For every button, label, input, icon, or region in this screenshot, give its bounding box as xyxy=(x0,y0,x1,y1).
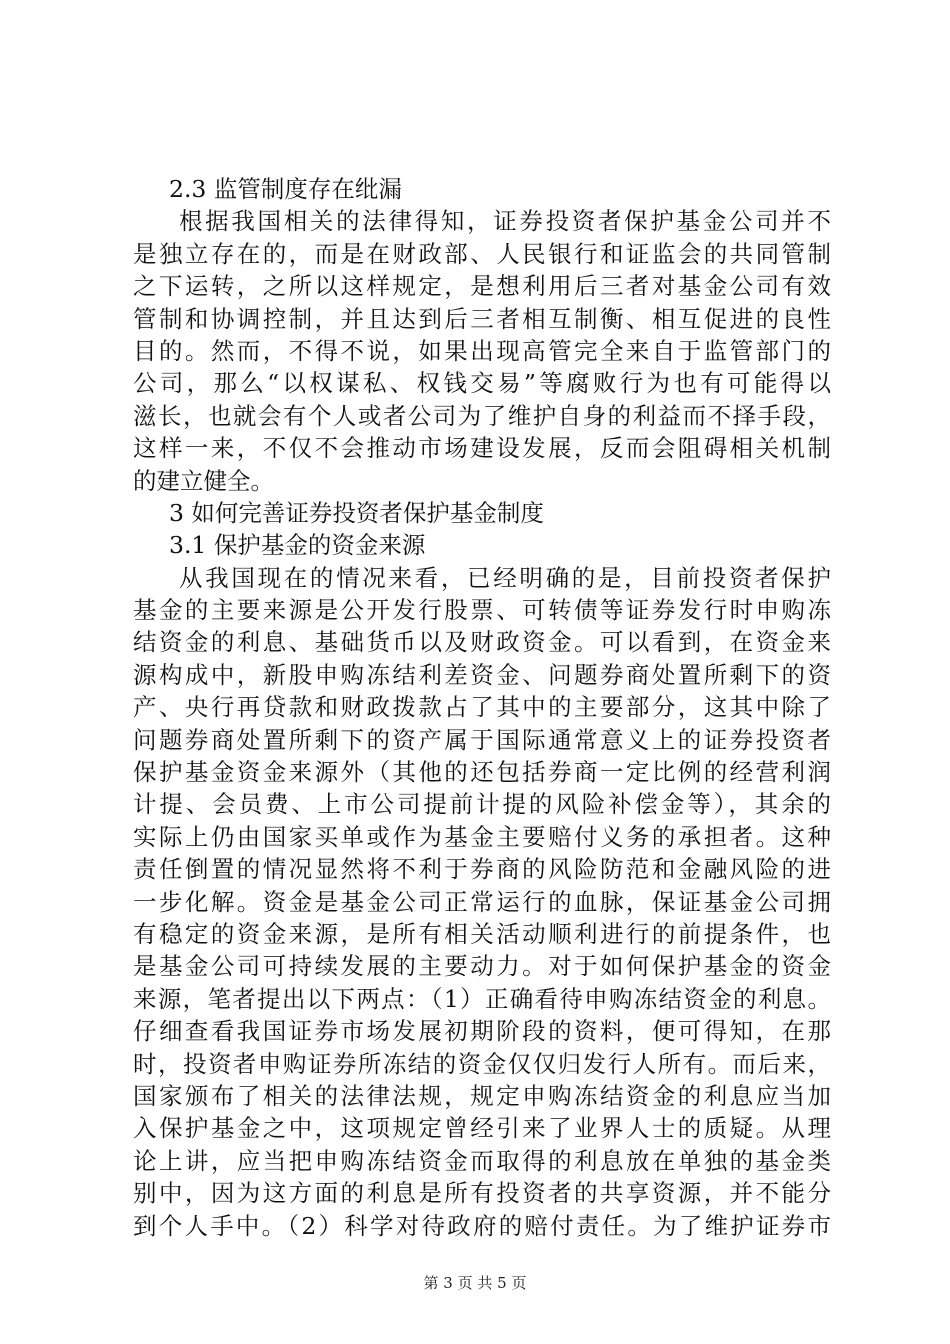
paragraph-line: 是独立存在的，而是在财政部、人民银行和证监会的共同管制 xyxy=(133,239,831,268)
paragraph-line: 论上讲，应当把申购冻结资金而取得的利息放在单独的基金类 xyxy=(133,1146,831,1175)
body-text xyxy=(133,173,831,1242)
section-heading-2-3: 2.3 监管制度存在纰漏 xyxy=(169,175,402,203)
paragraph-line: 产、央行再贷款和财政拨款占了其中的主要部分，这其中除了 xyxy=(133,693,831,722)
paragraph-line: 的建立健全。 xyxy=(133,466,274,495)
paragraph-line: 计提、会员费、上市公司提前计提的风险补偿金等），其余的 xyxy=(133,790,831,819)
paragraph-line: 一步化解。资金是基金公司正常运行的血脉，保证基金公司拥 xyxy=(133,887,831,916)
page-number-footer: 第 3 页 共 5 页 xyxy=(423,1274,527,1292)
section-heading-3: 3 如何完善证券投资者保护基金制度 xyxy=(169,498,544,527)
paragraph-line: 目的。然而，不得不说，如果出现高管完全来自于监管部门的 xyxy=(133,336,831,365)
paragraph-line: 仔细查看我国证券市场发展初期阶段的资料，便可得知，在那 xyxy=(133,1017,831,1046)
paragraph-line: 问题券商处置所剩下的资产属于国际通常意义上的证券投资者 xyxy=(133,725,831,754)
paragraph-line: 到个人手中。（2）科学对待政府的赔付责任。为了维护证券市 xyxy=(133,1211,831,1240)
paragraph-line: 国家颁布了相关的法律法规，规定申购冻结资金的利息应当加 xyxy=(133,1081,831,1110)
paragraph-line: 有稳定的资金来源，是所有相关活动顺利进行的前提条件，也 xyxy=(133,919,831,948)
paragraph-line: 从我国现在的情况来看，已经明确的是，目前投资者保护 xyxy=(179,563,831,592)
paragraph-line: 之下运转，之所以这样规定，是想利用后三者对基金公司有效 xyxy=(133,272,831,301)
paragraph-line: 结资金的利息、基础货币以及财政资金。可以看到，在资金来 xyxy=(133,628,831,657)
paragraph-line: 来源，笔者提出以下两点：（1）正确看待申购冻结资金的利息。 xyxy=(133,984,831,1013)
paragraph-line: 责任倒置的情况显然将不利于券商的风险防范和金融风险的进 xyxy=(133,855,831,884)
paragraph-line: 保护基金资金来源外（其他的还包括券商一定比例的经营利润 xyxy=(133,758,831,787)
paragraph-line: 实际上仍由国家买单或作为基金主要赔付义务的承担者。这种 xyxy=(133,822,831,851)
section-heading-3-1: 3.1 保护基金的资金来源 xyxy=(169,531,426,560)
paragraph-line: 时，投资者申购证券所冻结的资金仅仅归发行人所有。而后来， xyxy=(133,1049,831,1078)
paragraph-line: 基金的主要来源是公开发行股票、可转债等证券发行时申购冻 xyxy=(133,596,831,625)
paragraph-line: 根据我国相关的法律得知，证券投资者保护基金公司并不 xyxy=(179,207,831,236)
paragraph-line: 别中，因为这方面的利息是所有投资者的共享资源，并不能分 xyxy=(133,1179,831,1208)
paragraph-line: 管制和协调控制，并且达到后三者相互制衡、相互促进的良性 xyxy=(133,304,831,333)
paragraph-line: 滋长，也就会有个人或者公司为了维护自身的利益而不择手段， xyxy=(133,401,831,430)
paragraph-line: 入保护基金之中，这项规定曾经引来了业界人士的质疑。从理 xyxy=(133,1114,831,1143)
paragraph-line: 源构成中，新股申购冻结利差资金、问题券商处置所剩下的资 xyxy=(133,660,831,689)
paragraph-line: 是基金公司可持续发展的主要动力。对于如何保护基金的资金 xyxy=(133,952,831,981)
paragraph-line: 公司，那么“以权谋私、权钱交易”等腐败行为也有可能得以 xyxy=(133,369,831,398)
paragraph-line: 这样一来，不仅不会推动市场建设发展，反而会阻碍相关机制 xyxy=(133,434,831,463)
